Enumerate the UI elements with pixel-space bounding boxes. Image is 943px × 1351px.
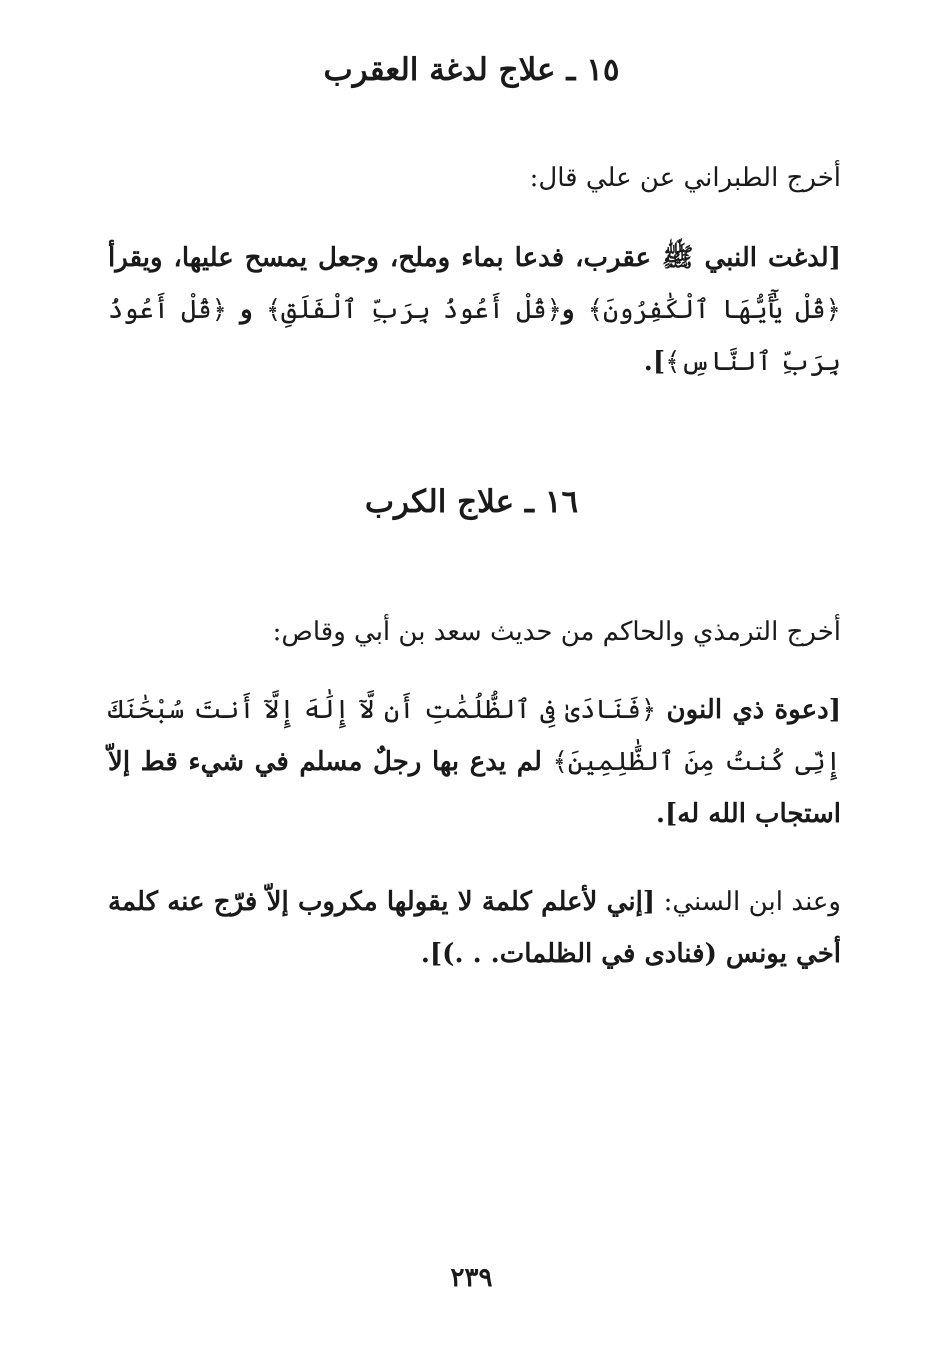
quran-verse-falaq: ﴿قُلْ أَعُوذُ بِرَبِّ ٱلْفَلَقِ﴾ [265,295,563,325]
quran-verse-dhun-nun: ﴿فَنَادَىٰ فِى ٱلظُّلُمَٰتِ أَن لَّآ إِلَٰهَ إِلَّآ أَنتَ سُبْحَٰنَكَ إِنِّى كُنتُ مِنَ ٱلظَّٰلِمِينَ﴾ [108,695,841,777]
section-15-intro: أخرج الطبراني عن علي قال: [529,163,841,193]
section-15-heading: ١٥ ـ علاج لدغة العقرب [323,52,620,88]
ibn-sunni-text: [إني لأعلم كلمة لا يقولها مكروب إلاّ فرّج عنه كلمة أخي يونس (فنادى في الظلمات. . .)]. [108,887,841,969]
ibn-sunni-intro: وعند ابن السني: [655,887,841,917]
page-number: ٢٣٩ [450,1263,493,1293]
ibn-sunni-narration [108,876,841,980]
conjunction: و [227,295,266,325]
hadith-end: ]. [643,347,666,377]
hadith-text: [لدغت النبي ﷺ عقرب، فدعا بماء وملح، وجعل يمسح عليها، ويقرأ [108,243,841,273]
section-16-heading: ١٦ ـ علاج الكرب [364,484,579,520]
section-16-hadith [108,684,841,840]
quran-verse-kafirun: ﴿قُلْ يَٰٓأَيُّهَا ٱلْكَٰفِرُونَ﴾ [587,295,841,325]
section-15-hadith [108,232,841,388]
hadith-text: [دعوة ذي النون [656,695,841,725]
quran-verse-nas: ﴿قُلْ أَعُوذُ بِرَبِّ ٱلنَّاسِ﴾ [108,295,841,377]
conjunction: و [562,295,588,325]
section-16-intro: أخرج الترمذي والحاكم من حديث سعد بن أبي وقاص: [272,617,841,647]
hadith-text: لم يدع بها رجلٌ مسلم في شيء قط إلاّ استجاب الله له]. [108,747,841,829]
